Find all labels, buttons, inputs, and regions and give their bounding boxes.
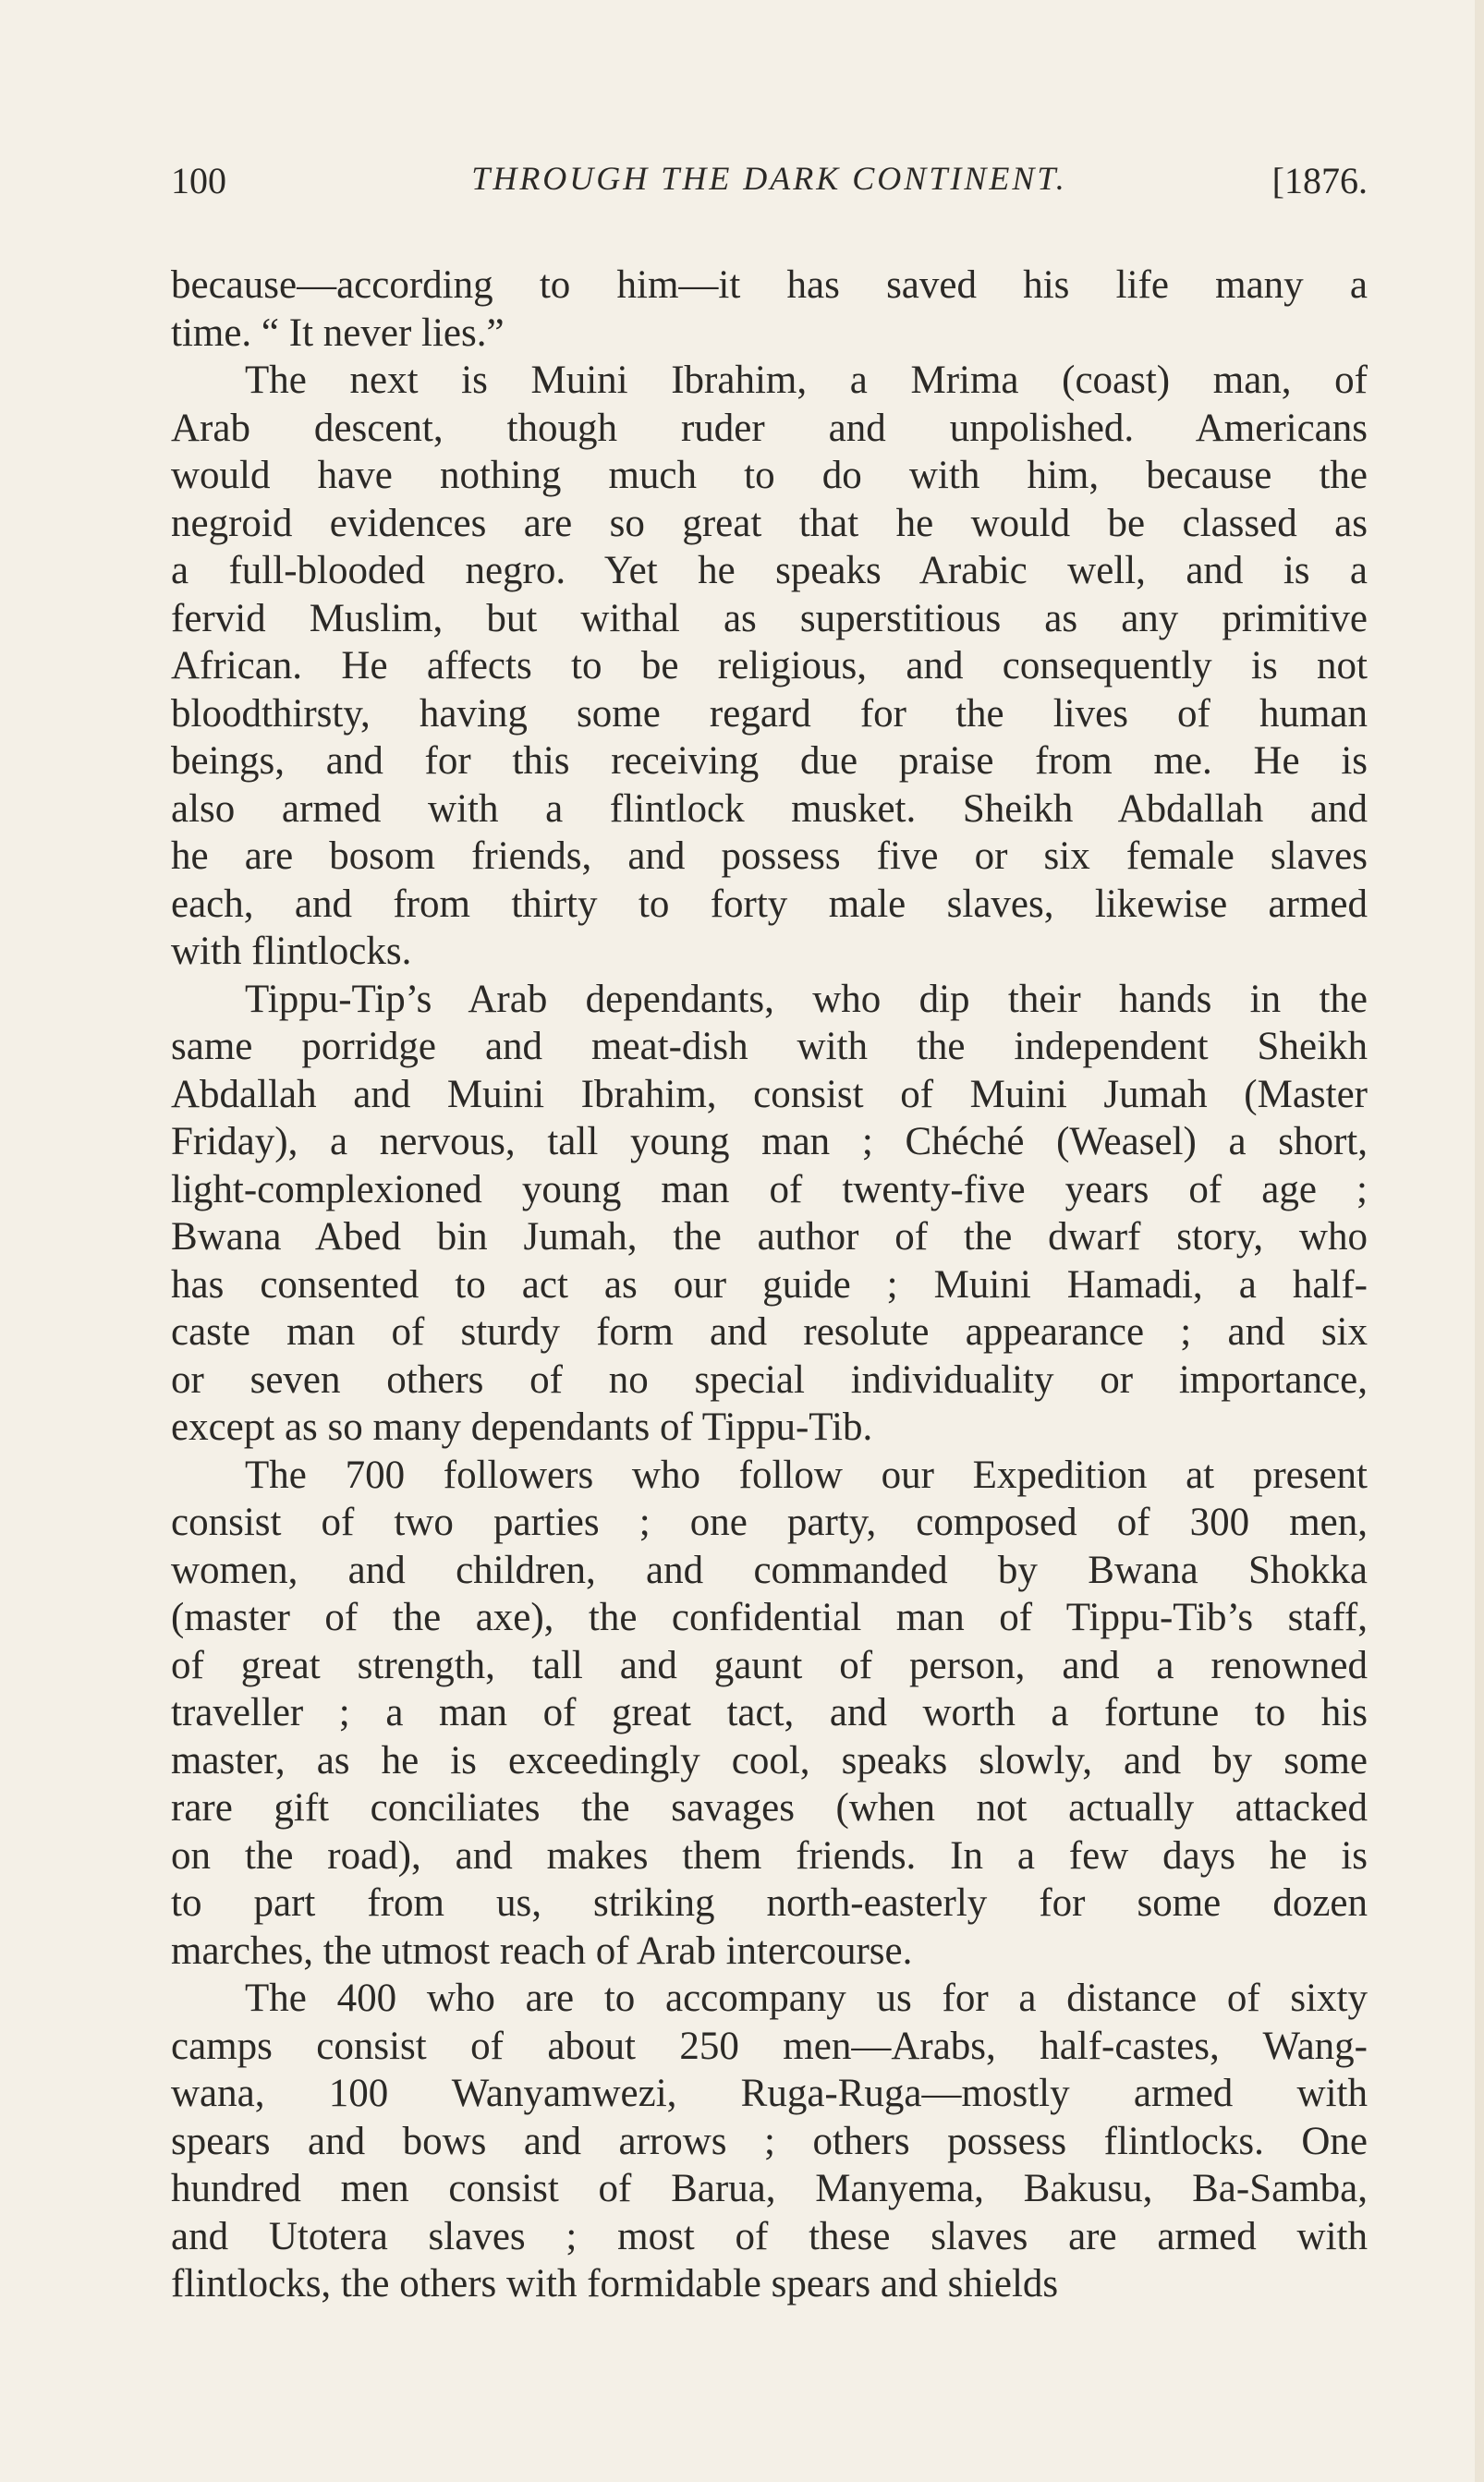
- text-line: camps consist of about 250 men—Arabs, half-castes, Wang-: [171, 2024, 1368, 2068]
- text-line: The 700 followers who follow our Expedition at present: [245, 1453, 1368, 1497]
- text-line: consist of two parties ; one party, composed of 300 men,: [171, 1501, 1368, 1544]
- body-text: [171, 262, 1368, 2308]
- text-line: Abdallah and Muini Ibrahim, consist of Muini Jumah (Master: [171, 1072, 1368, 1116]
- text-line: hundred men consist of Barua, Manyema, Bakusu, Ba-Samba,: [171, 2167, 1368, 2210]
- text-line: marches, the utmost reach of Arab intercourse.: [171, 1928, 913, 1973]
- text-line: except as so many dependants of Tippu-Tib.: [171, 1405, 873, 1449]
- text-line: to part from us, striking north-easterly for some dozen: [171, 1881, 1368, 1925]
- text-line: The next is Muini Ibrahim, a Mrima (coast) man, of: [245, 359, 1368, 402]
- text-line: spears and bows and arrows ; others possess flintlocks. One: [171, 2119, 1368, 2163]
- text-line: traveller ; a man of great tact, and worth a fortune to his: [171, 1691, 1368, 1734]
- text-line: caste man of sturdy form and resolute appearance ; and six: [171, 1310, 1368, 1354]
- text-line: African. He affects to be religious, and consequently is not: [171, 644, 1368, 687]
- text-line: Arab descent, though ruder and unpolished. Americans: [171, 406, 1368, 450]
- text-line: wana, 100 Wanyamwezi, Ruga-Ruga—mostly armed with: [171, 2072, 1368, 2115]
- paragraph: [171, 357, 1368, 976]
- text-line: a full-blooded negro. Yet he speaks Arabic well, and is a: [171, 549, 1368, 592]
- paragraph: [171, 1975, 1368, 2308]
- text-line: with flintlocks.: [171, 930, 412, 973]
- text-line: bloodthirsty, having some regard for the lives of human: [171, 691, 1368, 736]
- text-line: would have nothing much to do with him, because the: [171, 454, 1368, 497]
- page-header: [171, 159, 1368, 214]
- text-line: also armed with a flintlock musket. Sheikh Abdallah and: [171, 786, 1368, 831]
- text-line: women, and children, and commanded by Bwana Shokka: [171, 1548, 1368, 1592]
- paragraph: [171, 262, 1368, 357]
- text-line: fervid Muslim, but withal as superstitious as any primitive: [171, 596, 1368, 640]
- running-title: THROUGH THE DARK CONTINENT.: [471, 160, 1067, 197]
- text-line: negroid evidences are so great that he would be classed as: [171, 501, 1368, 545]
- text-line: Tippu-Tip’s Arab dependants, who dip their hands in the: [245, 977, 1368, 1021]
- page-number: 100: [171, 160, 226, 201]
- text-line: (master of the axe), the confidential man of Tippu-Tib’s staff,: [171, 1596, 1368, 1639]
- text-line: has consented to act as our guide ; Muini Hamadi, a half-: [171, 1262, 1368, 1307]
- text-line: each, and from thirty to forty male slaves, likewise armed: [171, 882, 1368, 926]
- text-line: master, as he is exceedingly cool, speaks slowly, and by some: [171, 1738, 1368, 1782]
- paragraph: [171, 976, 1368, 1452]
- text-line: same porridge and meat-dish with the independent Sheikh: [171, 1025, 1368, 1068]
- header-year: [1876.: [1271, 160, 1368, 201]
- text-line: and Utotera slaves ; most of these slaves are armed with: [171, 2214, 1368, 2258]
- text-line: because—according to him—it has saved his life many a: [171, 263, 1368, 307]
- text-line: or seven others of no special individuality or importance,: [171, 1357, 1368, 1402]
- text-line: The 400 who are to accompany us for a distance of sixty: [245, 1977, 1368, 2020]
- text-line: on the road), and makes them friends. In a few days he is: [171, 1833, 1368, 1878]
- paragraph: [171, 1452, 1368, 1976]
- text-line: Bwana Abed bin Jumah, the author of the dwarf story, who: [171, 1215, 1368, 1259]
- text-line: he are bosom friends, and possess five or six female slaves: [171, 834, 1368, 878]
- text-line: time. “ It never lies.”: [171, 310, 505, 355]
- text-line: of great strength, tall and gaunt of person, and a renowned: [171, 1643, 1368, 1687]
- text-line: light-complexioned young man of twenty-five years of age ;: [171, 1167, 1368, 1211]
- text-line: flintlocks, the others with formidable spears and shields: [171, 2262, 1059, 2306]
- text-line: rare gift conciliates the savages (when not actually attacked: [171, 1786, 1368, 1830]
- text-line: beings, and for this receiving due praise from me. He is: [171, 739, 1368, 783]
- text-line: Friday), a nervous, tall young man ; Chéché (Weasel) a short,: [171, 1120, 1368, 1163]
